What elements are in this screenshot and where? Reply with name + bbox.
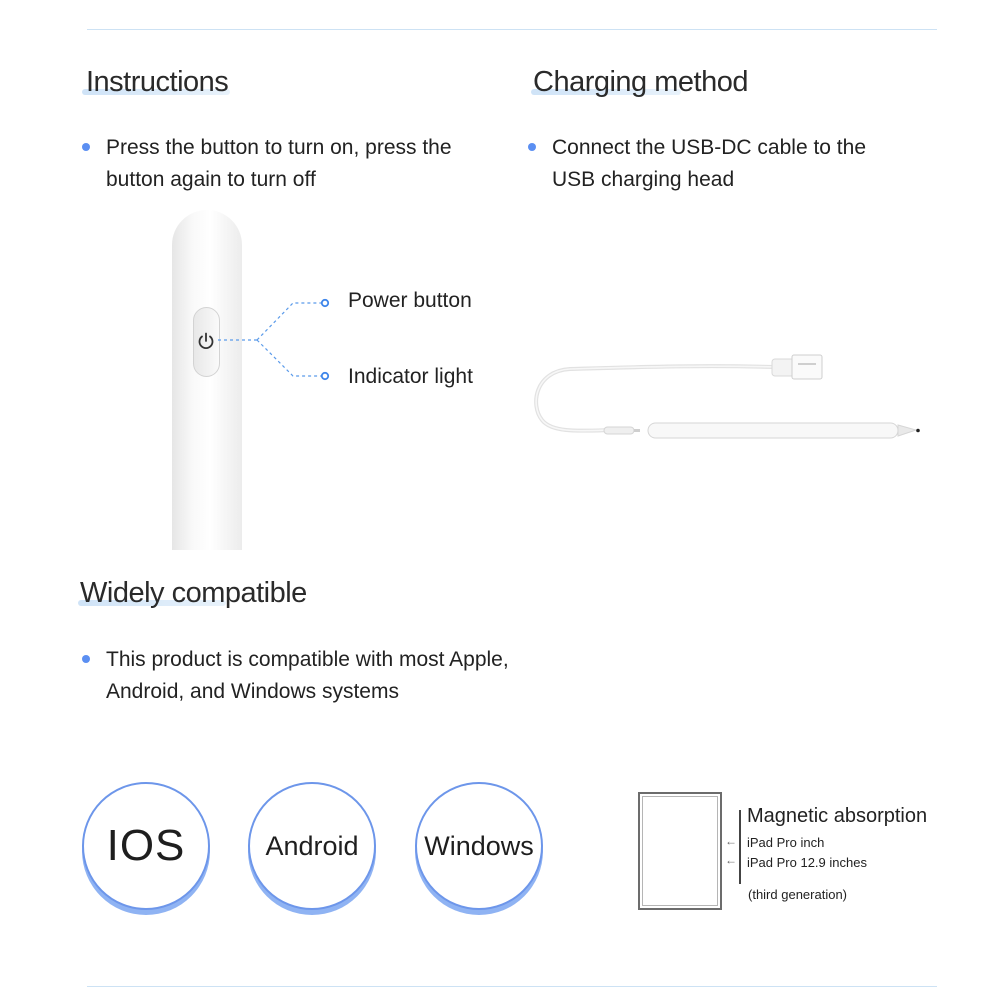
windows-badge — [415, 782, 543, 910]
usb-plug-icon — [772, 355, 822, 379]
magnetic-line-3: (third generation) — [748, 887, 847, 902]
charging-text: Connect the USB-DC cable to the USB charging head — [552, 136, 866, 191]
power-icon — [195, 330, 217, 352]
charging-title: Charging method — [533, 66, 748, 98]
android-badge — [248, 782, 376, 910]
bullet-dot — [528, 143, 536, 151]
android-label: Android — [265, 830, 359, 861]
compatible-heading — [80, 577, 307, 610]
charging-heading — [533, 66, 748, 99]
bullet-dot — [82, 655, 90, 663]
instructions-title: Instructions — [86, 66, 229, 98]
magnet-edge-line — [739, 810, 741, 884]
instructions-bullet — [106, 132, 506, 196]
top-divider — [87, 29, 937, 30]
bullet-dot — [82, 143, 90, 151]
stylus-small — [648, 423, 920, 438]
instructions-text: Press the button to turn on, press the button again to turn off — [106, 136, 452, 191]
indicator-light-label: Indicator light — [348, 365, 473, 388]
tablet-icon — [638, 792, 722, 910]
arrow-left-icon: ← — [725, 853, 737, 867]
bottom-divider — [87, 986, 937, 987]
ios-badge — [82, 782, 210, 910]
compatible-title: Widely compatible — [80, 577, 307, 609]
compatible-bullet — [106, 644, 551, 708]
ios-label: IOS — [106, 821, 186, 870]
magnetic-title: Magnetic absorption — [747, 805, 928, 827]
instructions-heading — [86, 66, 228, 99]
compatible-text: This product is compatible with most Apple, Android, and Windows systems — [106, 648, 509, 703]
windows-label: Windows — [424, 830, 534, 861]
charging-bullet — [552, 132, 902, 196]
callout-lines — [215, 290, 340, 390]
power-button-label: Power button — [348, 289, 472, 312]
usb-cable-illustration — [530, 345, 930, 455]
arrow-left-icon: ← — [725, 834, 737, 848]
magnetic-line-1: iPad Pro inch — [747, 835, 825, 850]
magnetic-line-2: iPad Pro 12.9 inches — [747, 855, 867, 870]
